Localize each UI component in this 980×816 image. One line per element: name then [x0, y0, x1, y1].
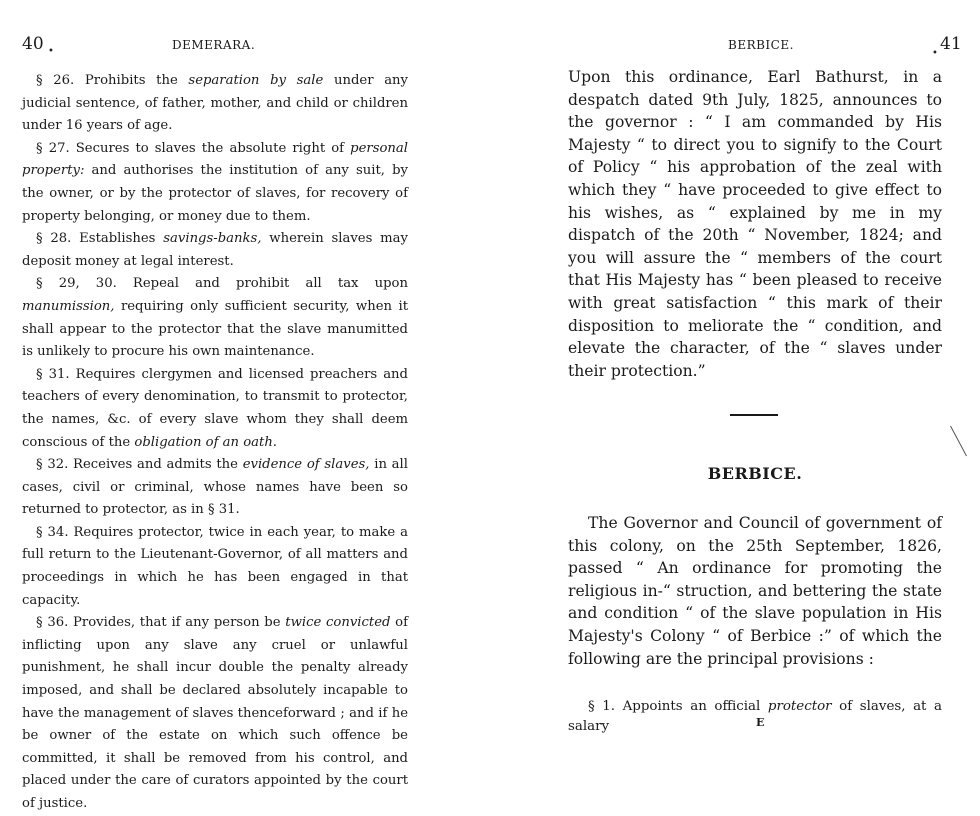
section-34: § 34. Requires protector, twice in each year, to make a full return to the Lieutenant-Governor, of all matters and proceedings in which he has been engaged in that capacity. — [22, 524, 408, 608]
running-head: DEMERARA. — [172, 38, 256, 52]
intro-paragraph: The Governor and Council of government of this colony, on the 25th September, 1826, passed “ An ordinance for promoting the religious in-“ struction, and bettering the state and condition “ of the slave population in His Majesty's Colony “ of Berbice :” of which the following are the principal provisions : — [568, 514, 942, 668]
section-list — [22, 70, 408, 816]
ink-speck: • — [48, 46, 54, 57]
section-27: § 27. Secures to slaves the absolute right of personal property: and authorises the institution of any suit, by the owner, or by the protector of slaves, for recovery of property belonging, or money due to them. — [22, 140, 408, 224]
section-28: § 28. Establishes savings-banks, wherein slaves may deposit money at legal interest. — [22, 231, 408, 269]
provision-1: § 1. Appoints an official protector of slaves, at a salary — [568, 699, 942, 735]
section-32: § 32. Receives and admits the evidence of slaves, in all cases, civil or criminal, whose names have been so returned to protector, as in § 31. — [22, 457, 408, 518]
signature-mark: E — [756, 716, 765, 729]
right-page — [520, 0, 980, 769]
page-number: 40 — [22, 34, 44, 54]
section-36: § 36. Provides, that if any person be twice convicted of inflicting upon any slave any cruel or unlawful punishment, he shall incur double the penalty already imposed, and shall be declared absolutely incapable to have the management of slaves thenceforward ; and if he be owner of the estate on which such offence be committed, it shall be removed from his control, and placed under the care of curators appointed by the court of justice. — [22, 615, 409, 811]
section-29-30: § 29, 30. Repeal and prohibit all tax upon manumission, requiring only sufficient security, when it shall appear to the protector that the slave manumitted is unlikely to procure his own maintenance. — [22, 276, 408, 360]
section-31: § 31. Requires clergymen and licensed preachers and teachers of every denomination, to transmit to protector, the names, &c. of every slave whom they shall deem conscious of the obligation of an oath. — [22, 366, 408, 450]
ink-speck: • — [932, 48, 938, 59]
section-heading: BERBICE. — [707, 464, 803, 483]
left-page — [0, 0, 470, 811]
quote-paragraph: Upon this ordinance, Earl Bathurst, in a despatch dated 9th July, 1825, announces to the governor : “ I am commanded by His Majesty “ to direct you to signify to the Court of Policy “ his approbation of the zeal with which they “ have proceeded to give effect to his wishes, as “ explained by me in my dispatch of the 20th “ November, 1824; and you will assure the “ members of the court that His Majesty has “ been pleased to receive with great satisfaction “ this mark of their disposition to meliorate the “ condition, and elevate the character, of the “ slaves under their protection.” — [568, 68, 942, 380]
section-divider — [730, 414, 778, 416]
page-number: 41 — [940, 34, 962, 54]
running-head: BERBICE. — [728, 38, 794, 52]
section-26: § 26. Prohibits the separation by sale under any judicial sentence, of father, mother, and child or children under 16 years of age. — [22, 73, 408, 134]
